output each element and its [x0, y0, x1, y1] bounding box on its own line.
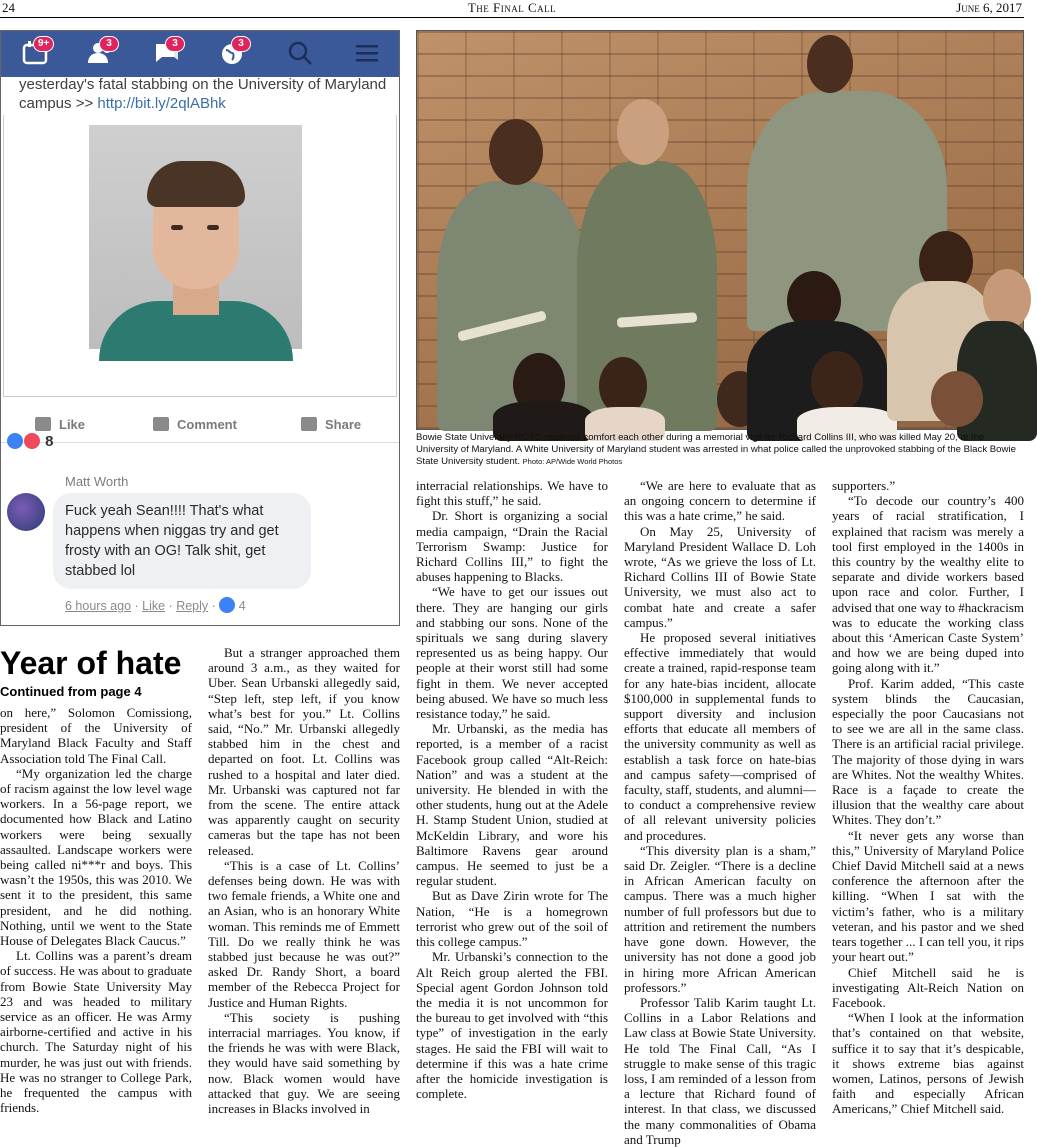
comment-reply-link[interactable]: Reply	[176, 599, 209, 613]
article-column-4	[624, 478, 816, 1147]
paragraph: Professor Talib Karim taught Lt. Collins in a Labor Relations and Law class at Bowie State University. He told The Final Call, “As I struggle to make sense of this tragic loss, I am reminded of a lesson from a lecture that Richard found of interest. In that class, we discussed the many commonalities of Obama and Trump	[624, 994, 816, 1147]
comment-time[interactable]: 6 hours ago	[65, 599, 132, 613]
post-text-body: yesterday's fatal stabbing on the University of Maryland campus >>	[19, 76, 387, 112]
caption-text: Bowie State University ROTC students comfort each other during a memorial vigil for Richard Collins III, who was killed May 20, at the University of Maryland. A White University of Maryland student was arrested in what police called the unprovoked stabbing of the Black Bowie State University student.	[416, 432, 1016, 467]
article-column-3	[416, 478, 608, 1101]
notifications-globe-icon[interactable]	[219, 40, 249, 68]
friend-requests-icon[interactable]	[87, 40, 117, 68]
masthead	[0, 0, 1024, 18]
paragraph: Lt. Collins was a parent’s dream of success. He was about to graduate from Bowie State University May 23 and was headed to military service as an officer. He was Army airborne-certified and active in his church. The Saturday night of his murder, he was just out with friends. He was no stranger to College Park, he frequented the campus with friends.	[0, 948, 192, 1116]
paragraph: “To decode our country’s 400 years of racial stratification, I explained that racism was merely a tool first employed in the 1400s in this country by the wealthy elite to separate and divide workers based upon race and color. Further, I advised that one way to #hackracism was to educate the working class about this ‘American Caste System’ and how we are being duped into going along with it.”	[832, 493, 1024, 676]
share-button[interactable]: Share	[301, 417, 361, 432]
comment-like-link[interactable]: Like	[142, 599, 166, 613]
paragraph: But as Dave Zirin wrote for The Nation, “He is a homegrown terrorist who grew out of the soil of this college campus.”	[416, 888, 608, 950]
paragraph: Dr. Short is organizing a social media campaign, “Drain the Racial Terrorism Swamp: Justice for Richard Collins III,” to fight the abuses happening to Blacks.	[416, 508, 608, 585]
comment-button[interactable]: Comment	[153, 417, 237, 432]
photo-credit: Photo: AP/Wide World Photos	[522, 457, 623, 466]
news-badge: 9+	[33, 36, 54, 52]
paragraph: On May 25, University of Maryland President Wallace D. Loh wrote, “As we grieve the loss of Lt. Richard Collins III of Bowie State University, we must also act to combat hate and create a safer campus.”	[624, 523, 816, 630]
comment-like-count: 4	[238, 599, 246, 613]
paragraph: on here,” Solomon Comissiong, president of the University of Maryland Black Faculty and Staff Association told The Final Call.	[0, 705, 192, 766]
paragraph: interracial relationships. We have to fight this stuff,” he said.	[416, 478, 608, 509]
paragraph: “We have to get our issues out there. They are hanging our girls and stabbing our sons. None of the spirituals we sang during slavery represented us as being happy. Our people at their worst still had some fight in them. We never accepted being abused. We have so much less resistance today,” he said.	[416, 584, 608, 722]
post-text	[19, 75, 389, 113]
paragraph: “This society is pushing interracial marriages. You know, if the friends he was with were Black, they would have said something by now. Black women would have attacked that guy. We are seeing increases in Blacks involved in	[208, 1009, 400, 1117]
facebook-screenshot	[0, 30, 400, 626]
friends-badge: 3	[99, 36, 119, 52]
comment-meta: 6 hours ago · Like · Reply · 4	[65, 599, 246, 613]
paragraph: “We are here to evaluate that as an ongoing concern to determine if this was a hate crime,” he said.	[624, 478, 816, 524]
news-feed-icon[interactable]	[21, 40, 51, 68]
messages-icon[interactable]	[153, 40, 183, 68]
love-reaction-icon	[24, 433, 40, 449]
article-column-1	[0, 705, 192, 1115]
article-column-2	[208, 645, 400, 1116]
paragraph: “This is a case of Lt. Collins’ defenses being down. He was with two female friends, a White one and an Asian, who is an honorary White woman. This reminds me of Emmett Till. Do we really think he was stabbed just because he was out?” asked Dr. Randy Short, a board member of the Rebecca Project for Justice and Human Rights.	[208, 857, 400, 1010]
paragraph: “It never gets any worse than this,” University of Maryland Police Chief David Mitchell said at a news conference the afternoon after the killing. “When I sat with the victim’s father, who is a military veteran, and his pastor and we shed tears together ... I can tell you, it rips your heart out.”	[832, 827, 1024, 965]
article-column-5	[832, 478, 1024, 1117]
paragraph: Mr. Urbanski’s connection to the Alt Reich group alerted the FBI. Special agent Gordon Johnson told the media it is not uncommon for the bureau to get involved with “this type” of investigation in the early stages. He said the FBI will wait to determine if this was a hate crime after the homicide investigation is complete.	[416, 949, 608, 1102]
comment-bubble: Fuck yeah Sean!!!! That's what happens when niggas try and get frosty with an OG! Talk shit, get stabbed lol	[53, 493, 311, 589]
publication-title: The Final Call	[467, 0, 557, 15]
mugshot-photo	[89, 125, 302, 349]
reaction-summary[interactable]	[7, 433, 54, 450]
vigil-photo	[416, 30, 1024, 430]
article-headline: Year of hate	[0, 645, 182, 681]
paragraph: Prof. Karim added, “This caste system blinds the Caucasian, especially the poor Caucasians not to see we are all in the same class. There is an artificial racial privilege. The majority of those dying in wars are Whites. Not the wealthy Whites. Race is a façade to create the illusion that the wealthy care about Whites. They don’t.”	[832, 675, 1024, 828]
reaction-count: 8	[45, 433, 54, 450]
comment-author[interactable]: Matt Worth	[65, 474, 129, 489]
like-reaction-icon	[7, 433, 23, 449]
thumbs-up-icon	[35, 417, 51, 431]
avatar[interactable]	[7, 493, 45, 531]
continued-from-line: Continued from page 4	[0, 684, 142, 699]
paragraph: But a stranger approached them around 3 a.m., as they waited for Uber. Sean Urbanski allegedly said, “Step left, step left, if you know what’s best for you.” Lt. Collins said, “No.” Mr. Urbanski allegedly stabbed him in the chest and departed on foot. Lt. Collins was rushed to a hospital and later died. Mr. Urbanski was captured not far from the scene. The entire attack was apparently caught on security cameras but the tape has not been released.	[208, 645, 400, 858]
menu-icon[interactable]	[353, 40, 383, 68]
share-icon	[301, 417, 317, 431]
paragraph: Mr. Urbanski, as the media has reported, is a member of a racist Facebook group called “Alt-Reich: Nation” and was a student at the university. He blended in with the other students, hung out at the Adele H. Stamp Student Union, studied at McKeldin Library, and wore his Baltimore Ravens gear around campus. He seemed to just be a regular student.	[416, 721, 608, 889]
messages-badge: 3	[165, 36, 185, 52]
search-icon[interactable]	[287, 40, 317, 68]
paragraph: “My organization led the charge of racism against the low level wage workers. In a 56-page report, we documented how Black and Latino workers were being sexually assaulted. Landscape workers were being called ni***r and boys. This wasn’t the 1950s, this was 2010. We sent it to the president, this same president, and he did nothing. Nothing, until we went to the State House of Delegates Black Caucus.”	[0, 765, 192, 949]
page-number: 24	[2, 0, 15, 15]
notifications-badge: 3	[231, 36, 251, 52]
paragraph: Chief Mitchell said he is investigating Alt-Reich Nation on Facebook.	[832, 964, 1024, 1010]
paragraph: He proposed several initiatives effective immediately that would create a trained, rapid-response team for any hate-bias incident, allocate $100,000 in supplemental funds to support diversity and inclusion efforts that educate all members of the university community as well as establish a task force on hate-bias and campus safety—comprised of faculty, staff, students, and alumni—to conduct a comprehensive review of all relevant university policies and procedures.	[624, 630, 816, 843]
post-link[interactable]: http://bit.ly/2qlABhk	[97, 95, 226, 112]
comment-icon	[153, 417, 169, 431]
like-button[interactable]: Like	[35, 417, 85, 432]
paragraph: supporters.”	[832, 478, 896, 493]
paragraph: “This diversity plan is a sham,” said Dr. Zeigler. “There is a decline in African American faculty on campus. There was a much higher number of full professors but due to attrition and retirement the numbers have gone down. However, the university has not done a good job in hiring more African American professors.”	[624, 842, 816, 995]
post-actions	[1, 409, 399, 443]
photo-caption	[416, 432, 1024, 468]
facebook-top-bar	[1, 31, 399, 77]
paragraph: “When I look at the information that’s contained on that website, suffice it to say that it’s despicable, it shows extreme bias against women, Latinos, persons of Jewish faith and especially African Americans,” Chief Mitchell said.	[832, 1010, 1024, 1117]
issue-date: June 6, 2017	[956, 0, 1022, 15]
like-count-icon	[219, 597, 235, 613]
